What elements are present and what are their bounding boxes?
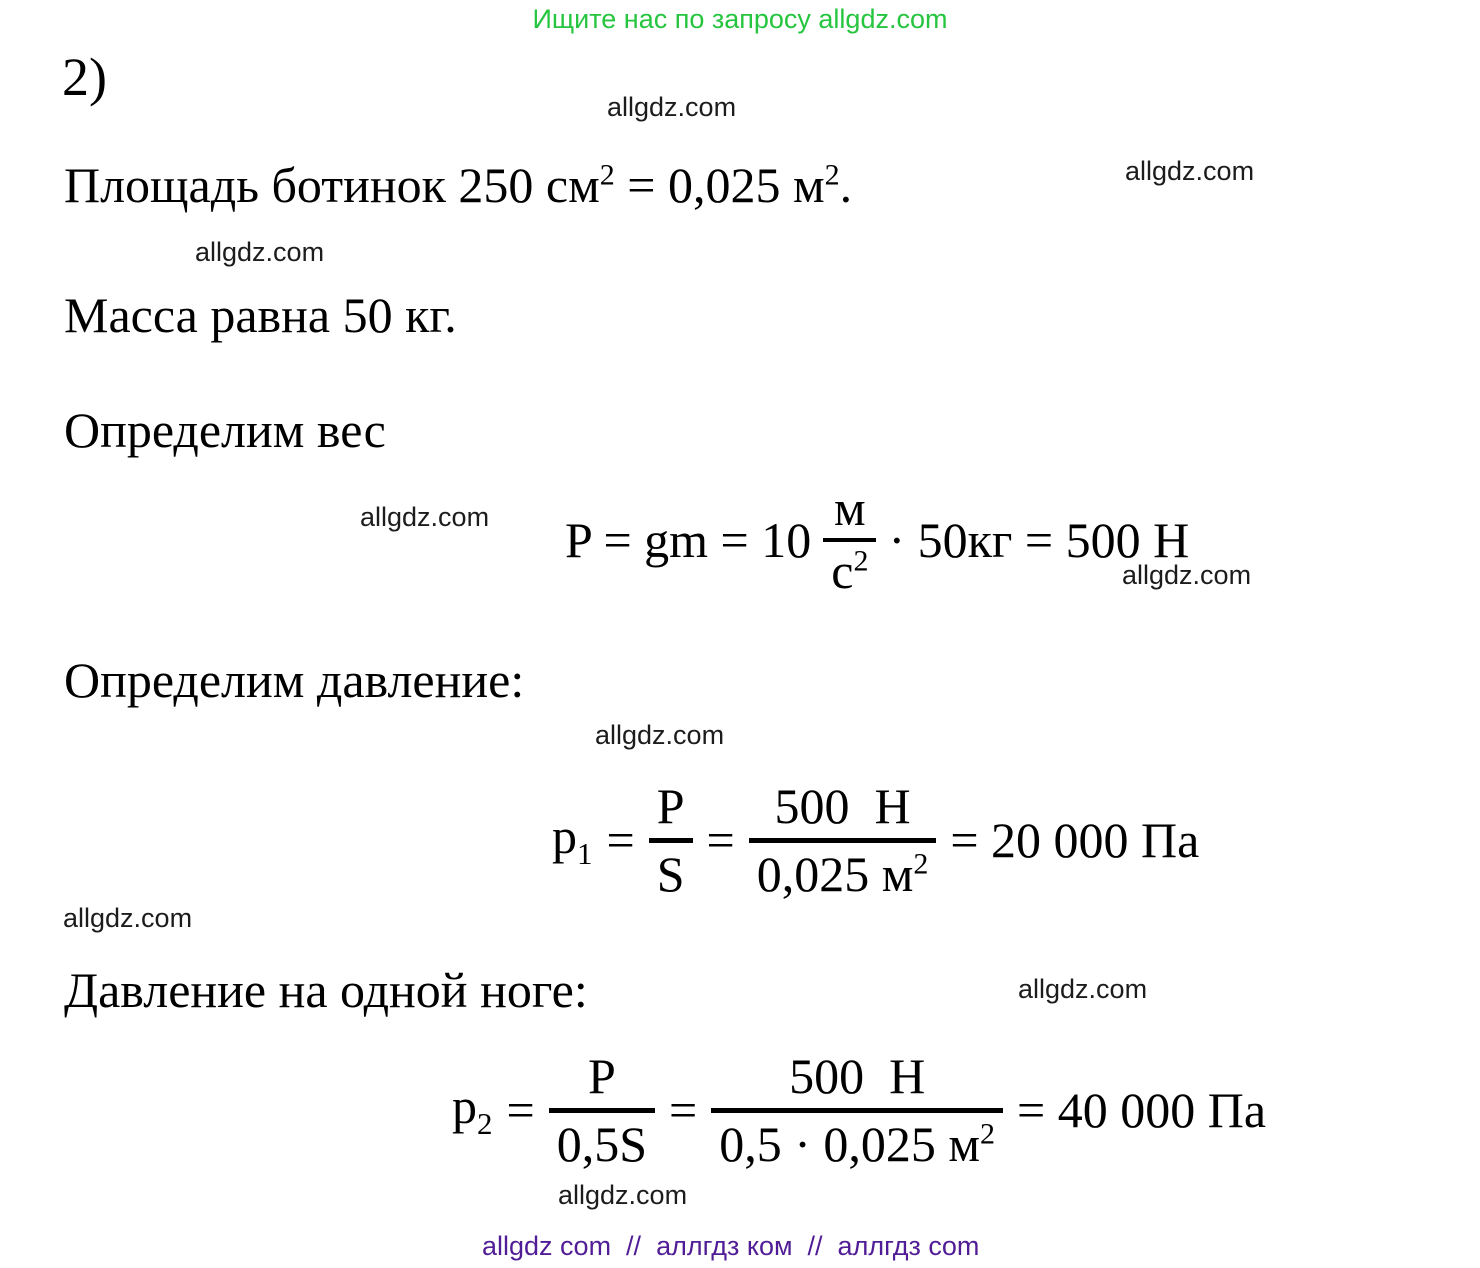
footer-sites: allgdz com // аллгдз ком // аллгдз com: [482, 1231, 980, 1261]
denominator-base: 0,5 · 0,025 м: [719, 1115, 981, 1172]
equals-sign: =: [669, 1081, 698, 1138]
fraction-bar: [711, 1108, 1003, 1113]
one-leg-formula: [452, 1036, 1266, 1184]
watermark-allgdz: allgdz.com: [63, 903, 193, 933]
denominator-base: 0,025 м: [756, 845, 914, 902]
watermark-allgdz: allgdz.com: [360, 502, 490, 532]
fraction-denominator: [749, 845, 937, 902]
fraction-bar: [823, 538, 876, 542]
pressure-heading: Определим давление:: [64, 652, 525, 708]
fraction-numerator: 500 Н: [774, 777, 911, 834]
mass-statement: Масса равна 50 кг.: [64, 287, 457, 343]
subscript: 2: [477, 1105, 493, 1141]
fraction-numerator: P: [587, 1047, 616, 1104]
fraction-denominator: S: [656, 845, 685, 902]
symbol-base: p: [552, 807, 577, 864]
fraction-denominator: [823, 543, 876, 599]
fraction: [549, 1047, 655, 1172]
superscript: 2: [913, 846, 929, 880]
fraction: [711, 1047, 1003, 1172]
formula-text: P = gm = 10: [565, 511, 812, 568]
watermark-allgdz: allgdz.com: [595, 720, 725, 750]
equals-sign: =: [506, 1081, 535, 1138]
weight-heading: Определим вес: [64, 402, 386, 458]
watermark-allgdz: allgdz.com: [1018, 974, 1148, 1004]
promo-banner: Ищите нас по запросу allgdz.com: [532, 4, 948, 34]
subscript: 1: [577, 835, 593, 871]
fraction-denominator: [711, 1115, 1003, 1172]
superscript: 2: [980, 1116, 996, 1150]
fraction: [649, 777, 693, 902]
fraction-numerator: м: [834, 480, 866, 536]
formula-result: = 20 000 Па: [950, 811, 1200, 868]
denominator-base: с: [831, 543, 854, 599]
superscript: 2: [853, 544, 869, 578]
fraction-bar: [649, 838, 693, 843]
problem-number: 2): [62, 47, 107, 107]
fraction: [749, 777, 937, 902]
area-statement: [64, 158, 852, 213]
formula-symbol: [552, 807, 593, 871]
area-statement-text: .: [839, 157, 853, 213]
superscript: 2: [824, 158, 840, 192]
watermark-allgdz: allgdz.com: [1125, 156, 1255, 186]
formula-text: · 50кг = 500 Н: [888, 511, 1190, 568]
area-statement-text: = 0,025 м: [614, 157, 825, 213]
area-statement-text: Площадь ботинок 250 см: [64, 157, 600, 213]
formula-symbol: [452, 1077, 493, 1141]
fraction-numerator: 500 Н: [789, 1047, 926, 1104]
pressure-formula: [552, 766, 1199, 914]
fraction-bar: [749, 838, 937, 843]
weight-formula: [565, 466, 1189, 614]
fraction-bar: [549, 1108, 655, 1113]
watermark-allgdz: allgdz.com: [607, 92, 737, 122]
equals-sign: =: [706, 811, 735, 868]
equals-sign: =: [606, 811, 635, 868]
fraction-denominator: 0,5S: [556, 1115, 648, 1172]
fraction-numerator: P: [656, 777, 685, 834]
formula-result: = 40 000 Па: [1017, 1081, 1267, 1138]
symbol-base: p: [452, 1077, 477, 1134]
watermark-allgdz: allgdz.com: [195, 237, 325, 267]
watermark-allgdz: allgdz.com: [558, 1180, 688, 1210]
superscript: 2: [599, 158, 615, 192]
fraction: [823, 480, 876, 599]
watermark-allgdz: allgdz.com: [1122, 560, 1252, 590]
one-leg-heading: Давление на одной ноге:: [64, 962, 588, 1018]
